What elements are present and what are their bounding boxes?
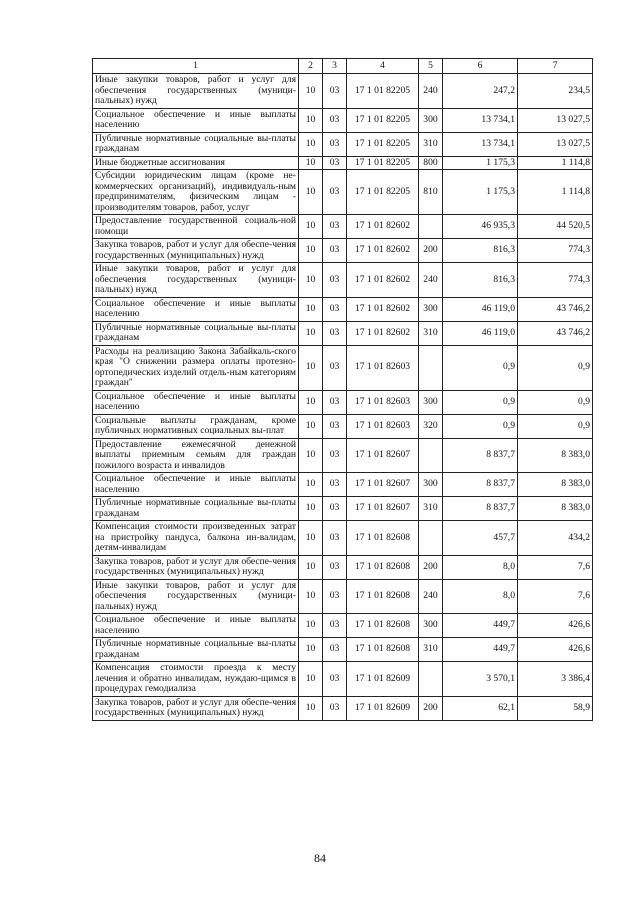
cell-expense-type: 300	[419, 297, 443, 321]
table-header-row	[93, 59, 593, 74]
cell-item-name: Публичные нормативные социальные вы-платы гражданам	[93, 132, 299, 156]
cell-expense-type	[419, 345, 443, 390]
cell-target-article: 17 1 01 82205	[347, 170, 419, 215]
cell-expense-type: 310	[419, 497, 443, 521]
cell-section: 10	[299, 662, 323, 697]
cell-subsection: 03	[323, 662, 347, 697]
cell-expense-type: 300	[419, 473, 443, 497]
cell-target-article: 17 1 01 82602	[347, 297, 419, 321]
cell-item-name: Публичные нормативные социальные вы-платы гражданам	[93, 497, 299, 521]
header-col-3: 3	[323, 59, 347, 74]
cell-target-article: 17 1 01 82602	[347, 321, 419, 345]
cell-amount-1: 8,0	[443, 555, 518, 579]
cell-item-name: Субсидии юридическим лицам (кроме не-коммерческих организаций), индивидуаль-ным предпринимателям, физическим лицам - производителям товаров, работ, услуг	[93, 170, 299, 215]
cell-expense-type: 200	[419, 696, 443, 720]
cell-amount-1: 13 734,1	[443, 132, 518, 156]
cell-expense-type: 310	[419, 321, 443, 345]
cell-subsection: 03	[323, 108, 347, 132]
cell-target-article: 17 1 01 82205	[347, 108, 419, 132]
cell-expense-type	[419, 215, 443, 239]
cell-amount-1: 1 175,3	[443, 170, 518, 215]
page-number: 84	[314, 851, 326, 865]
cell-section: 10	[299, 170, 323, 215]
cell-section: 10	[299, 438, 323, 473]
cell-subsection: 03	[323, 473, 347, 497]
cell-section: 10	[299, 263, 323, 298]
cell-target-article: 17 1 01 82608	[347, 555, 419, 579]
cell-amount-1: 0,9	[443, 345, 518, 390]
cell-amount-2: 8 383,0	[518, 438, 593, 473]
table-row	[93, 662, 593, 697]
cell-amount-2: 58,9	[518, 696, 593, 720]
cell-section: 10	[299, 696, 323, 720]
cell-amount-2: 13 027,5	[518, 132, 593, 156]
header-col-7: 7	[518, 59, 593, 74]
cell-target-article: 17 1 01 82205	[347, 132, 419, 156]
cell-subsection: 03	[323, 521, 347, 556]
cell-amount-2: 434,2	[518, 521, 593, 556]
cell-expense-type: 810	[419, 170, 443, 215]
cell-amount-1: 46 119,0	[443, 297, 518, 321]
cell-amount-2: 426,6	[518, 638, 593, 662]
cell-amount-1: 449,7	[443, 638, 518, 662]
cell-item-name: Компенсация стоимости произведенных затрат на пристройку пандуса, балкона ин-валидам, детям-инвалидам	[93, 521, 299, 556]
cell-item-name: Закупка товаров, работ и услуг для обеспе-чения государственных (муниципальных) нужд	[93, 555, 299, 579]
cell-section: 10	[299, 521, 323, 556]
cell-subsection: 03	[323, 579, 347, 614]
cell-subsection: 03	[323, 696, 347, 720]
cell-item-name: Иные бюджетные ассигнования	[93, 156, 299, 170]
cell-section: 10	[299, 555, 323, 579]
cell-amount-1: 816,3	[443, 239, 518, 263]
cell-target-article: 17 1 01 82205	[347, 74, 419, 109]
cell-amount-2: 234,5	[518, 74, 593, 109]
cell-subsection: 03	[323, 170, 347, 215]
cell-amount-2: 774,3	[518, 239, 593, 263]
cell-item-name: Предоставление ежемесячной денежной выплаты приемным семьям для граждан пожилого возраста и инвалидов	[93, 438, 299, 473]
cell-amount-1: 13 734,1	[443, 108, 518, 132]
cell-amount-1: 62,1	[443, 696, 518, 720]
cell-item-name: Социальное обеспечение и иные выплаты населению	[93, 297, 299, 321]
table-row	[93, 215, 593, 239]
cell-subsection: 03	[323, 156, 347, 170]
cell-section: 10	[299, 215, 323, 239]
cell-expense-type: 800	[419, 156, 443, 170]
table-row	[93, 156, 593, 170]
cell-target-article: 17 1 01 82608	[347, 638, 419, 662]
cell-expense-type	[419, 662, 443, 697]
cell-section: 10	[299, 473, 323, 497]
cell-expense-type: 310	[419, 132, 443, 156]
header-col-2: 2	[299, 59, 323, 74]
cell-amount-1: 8,0	[443, 579, 518, 614]
cell-subsection: 03	[323, 614, 347, 638]
table-row	[93, 414, 593, 438]
cell-amount-2: 8 383,0	[518, 497, 593, 521]
cell-item-name: Социальные выплаты гражданам, кроме публичных нормативных социальных вы-плат	[93, 414, 299, 438]
cell-amount-2: 13 027,5	[518, 108, 593, 132]
cell-amount-2: 426,6	[518, 614, 593, 638]
cell-target-article: 17 1 01 82602	[347, 263, 419, 298]
header-col-6: 6	[443, 59, 518, 74]
cell-amount-1: 8 837,7	[443, 473, 518, 497]
cell-target-article: 17 1 01 82608	[347, 579, 419, 614]
cell-item-name: Иные закупки товаров, работ и услуг для обеспечения государственных (муници-пальных) нужд	[93, 263, 299, 298]
cell-section: 10	[299, 638, 323, 662]
cell-subsection: 03	[323, 321, 347, 345]
cell-amount-1: 247,2	[443, 74, 518, 109]
cell-subsection: 03	[323, 497, 347, 521]
table-row	[93, 297, 593, 321]
cell-amount-2: 44 520,5	[518, 215, 593, 239]
cell-amount-2: 1 114,8	[518, 156, 593, 170]
table-row	[93, 579, 593, 614]
cell-amount-2: 43 746,2	[518, 297, 593, 321]
cell-amount-2: 43 746,2	[518, 321, 593, 345]
cell-target-article: 17 1 01 82602	[347, 239, 419, 263]
cell-item-name: Закупка товаров, работ и услуг для обеспе-чения государственных (муниципальных) нужд	[93, 239, 299, 263]
cell-amount-2: 3 386,4	[518, 662, 593, 697]
table-row	[93, 497, 593, 521]
table-row	[93, 263, 593, 298]
cell-expense-type: 200	[419, 555, 443, 579]
table-row	[93, 614, 593, 638]
cell-target-article: 17 1 01 82603	[347, 390, 419, 414]
cell-target-article: 17 1 01 82603	[347, 414, 419, 438]
header-col-5: 5	[419, 59, 443, 74]
table-body	[93, 74, 593, 721]
cell-amount-2: 0,9	[518, 390, 593, 414]
budget-table	[92, 58, 593, 721]
cell-target-article: 17 1 01 82205	[347, 156, 419, 170]
cell-subsection: 03	[323, 239, 347, 263]
table-row	[93, 438, 593, 473]
cell-section: 10	[299, 614, 323, 638]
cell-item-name: Закупка товаров, работ и услуг для обеспе-чения государственных (муниципальных) нужд	[93, 696, 299, 720]
table-row	[93, 521, 593, 556]
header-col-1: 1	[93, 59, 299, 74]
cell-expense-type: 300	[419, 108, 443, 132]
cell-section: 10	[299, 497, 323, 521]
cell-target-article: 17 1 01 82602	[347, 215, 419, 239]
cell-expense-type	[419, 521, 443, 556]
cell-amount-2: 7,6	[518, 579, 593, 614]
table-row	[93, 345, 593, 390]
cell-amount-1: 8 837,7	[443, 438, 518, 473]
table-row	[93, 170, 593, 215]
cell-item-name: Социальное обеспечение и иные выплаты населению	[93, 614, 299, 638]
cell-expense-type: 240	[419, 263, 443, 298]
table-row	[93, 696, 593, 720]
cell-section: 10	[299, 108, 323, 132]
cell-item-name: Публичные нормативные социальные вы-платы гражданам	[93, 638, 299, 662]
table-row	[93, 555, 593, 579]
cell-target-article: 17 1 01 82603	[347, 345, 419, 390]
cell-subsection: 03	[323, 297, 347, 321]
cell-subsection: 03	[323, 414, 347, 438]
cell-section: 10	[299, 345, 323, 390]
cell-target-article: 17 1 01 82607	[347, 473, 419, 497]
cell-section: 10	[299, 390, 323, 414]
cell-amount-1: 46 935,3	[443, 215, 518, 239]
cell-expense-type: 200	[419, 239, 443, 263]
cell-subsection: 03	[323, 345, 347, 390]
cell-item-name: Компенсация стоимости проезда к месту лечения и обратно инвалидам, нуждаю-щимся в процедурах гемодиализа	[93, 662, 299, 697]
cell-section: 10	[299, 132, 323, 156]
table-row	[93, 239, 593, 263]
table-row	[93, 473, 593, 497]
cell-amount-1: 8 837,7	[443, 497, 518, 521]
header-col-4: 4	[347, 59, 419, 74]
cell-section: 10	[299, 414, 323, 438]
cell-amount-1: 46 119,0	[443, 321, 518, 345]
cell-target-article: 17 1 01 82608	[347, 614, 419, 638]
cell-amount-2: 0,9	[518, 414, 593, 438]
table-row	[93, 321, 593, 345]
cell-item-name: Социальное обеспечение и иные выплаты населению	[93, 108, 299, 132]
cell-subsection: 03	[323, 215, 347, 239]
cell-item-name: Публичные нормативные социальные вы-платы гражданам	[93, 321, 299, 345]
cell-section: 10	[299, 321, 323, 345]
table-row	[93, 74, 593, 109]
cell-expense-type	[419, 438, 443, 473]
cell-section: 10	[299, 74, 323, 109]
cell-amount-2: 7,6	[518, 555, 593, 579]
cell-expense-type: 310	[419, 638, 443, 662]
table-row	[93, 638, 593, 662]
cell-section: 10	[299, 239, 323, 263]
cell-target-article: 17 1 01 82609	[347, 696, 419, 720]
table-row	[93, 132, 593, 156]
cell-subsection: 03	[323, 390, 347, 414]
cell-amount-2: 8 383,0	[518, 473, 593, 497]
cell-subsection: 03	[323, 438, 347, 473]
cell-item-name: Предоставление государственной социаль-ной помощи	[93, 215, 299, 239]
cell-amount-1: 1 175,3	[443, 156, 518, 170]
table-row	[93, 108, 593, 132]
cell-amount-1: 0,9	[443, 414, 518, 438]
cell-item-name: Социальное обеспечение и иные выплаты населению	[93, 473, 299, 497]
cell-subsection: 03	[323, 638, 347, 662]
cell-item-name: Социальное обеспечение и иные выплаты населению	[93, 390, 299, 414]
cell-item-name: Иные закупки товаров, работ и услуг для обеспечения государственных (муници-пальных) нужд	[93, 74, 299, 109]
cell-subsection: 03	[323, 263, 347, 298]
cell-amount-1: 449,7	[443, 614, 518, 638]
cell-target-article: 17 1 01 82607	[347, 438, 419, 473]
cell-target-article: 17 1 01 82608	[347, 521, 419, 556]
table-row	[93, 390, 593, 414]
cell-amount-1: 3 570,1	[443, 662, 518, 697]
cell-subsection: 03	[323, 74, 347, 109]
cell-amount-1: 816,3	[443, 263, 518, 298]
cell-amount-2: 1 114,8	[518, 170, 593, 215]
cell-section: 10	[299, 297, 323, 321]
cell-item-name: Иные закупки товаров, работ и услуг для обеспечения государственных (муници-пальных) нужд	[93, 579, 299, 614]
cell-expense-type: 240	[419, 579, 443, 614]
cell-expense-type: 300	[419, 614, 443, 638]
cell-amount-2: 774,3	[518, 263, 593, 298]
cell-item-name: Расходы на реализацию Закона Забайкаль-ского края "О снижении размера оплаты протезно-ортопедических изделий отдель-ным категориям граждан"	[93, 345, 299, 390]
cell-amount-1: 457,7	[443, 521, 518, 556]
cell-subsection: 03	[323, 132, 347, 156]
cell-expense-type: 320	[419, 414, 443, 438]
cell-section: 10	[299, 579, 323, 614]
cell-expense-type: 240	[419, 74, 443, 109]
cell-target-article: 17 1 01 82607	[347, 497, 419, 521]
cell-expense-type: 300	[419, 390, 443, 414]
cell-subsection: 03	[323, 555, 347, 579]
cell-target-article: 17 1 01 82609	[347, 662, 419, 697]
cell-amount-2: 0,9	[518, 345, 593, 390]
cell-section: 10	[299, 156, 323, 170]
cell-amount-1: 0,9	[443, 390, 518, 414]
